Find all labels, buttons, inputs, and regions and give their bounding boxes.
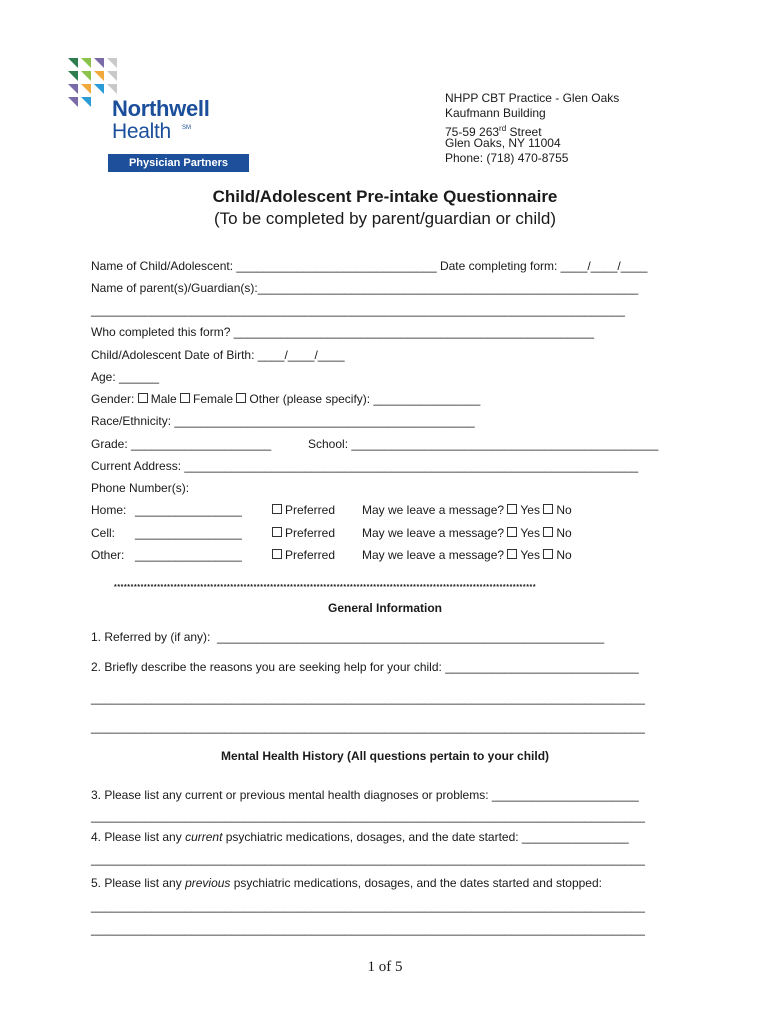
dob-field[interactable]: Child/Adolescent Date of Birth: ____/____/____	[91, 348, 345, 362]
logo-triangle	[81, 97, 91, 107]
yes-checkbox[interactable]	[507, 504, 517, 514]
child-name-field[interactable]: Name of Child/Adolescent: ______________________________ Date completing form: ____/____/____	[91, 259, 648, 273]
no-checkbox[interactable]	[543, 504, 553, 514]
guardian-name-continuation[interactable]: ________________________________________________________________________________	[91, 303, 625, 317]
current-medications-blank-line[interactable]: ___________________________________________________________________________________	[91, 852, 645, 866]
preferred-option[interactable]: Preferred	[272, 503, 335, 517]
age-field[interactable]: Age: ______	[91, 370, 160, 384]
previous-medications-blank-line[interactable]: ___________________________________________________________________________________	[91, 899, 645, 913]
logo-triangle	[94, 71, 104, 81]
yes-checkbox[interactable]	[507, 549, 517, 559]
diagnoses-field[interactable]: 3. Please list any current or previous mental health diagnoses or problems: ______________________	[91, 788, 639, 802]
logo-triangle	[107, 58, 117, 68]
address-field[interactable]: Current Address: ____________________________________________________________________	[91, 459, 639, 473]
guardian-name-field[interactable]: Name of parent(s)/Guardian(s):_________________________________________________________	[91, 281, 639, 295]
reasons-blank-line[interactable]: ___________________________________________________________________________________	[91, 691, 645, 705]
no-checkbox[interactable]	[543, 527, 553, 537]
diagnoses-blank-line[interactable]: ___________________________________________________________________________________	[91, 809, 645, 823]
logo-triangle	[107, 71, 117, 81]
logo-physician-partners: Physician Partners	[108, 154, 249, 172]
reasons-field[interactable]: 2. Briefly describe the reasons you are seeking help for your child: _____________________________	[91, 660, 639, 674]
logo-triangle	[68, 58, 78, 68]
phone-input[interactable]: ________________	[135, 548, 242, 562]
preferred-checkbox[interactable]	[272, 527, 282, 537]
form-title: Child/Adolescent Pre-intake Questionnaire	[212, 187, 558, 206]
reasons-blank-line[interactable]: ___________________________________________________________________________________	[91, 720, 645, 734]
gender-other-checkbox[interactable]	[236, 393, 246, 403]
logo-wordmark-northwell: Northwell	[112, 96, 210, 121]
logo-sm: SM	[182, 125, 191, 131]
previous-medications-blank-line[interactable]: ___________________________________________________________________________________	[91, 922, 645, 936]
no-checkbox[interactable]	[543, 549, 553, 559]
preferred-option[interactable]: Preferred	[272, 548, 335, 562]
street-address: 75-59 263rd Street	[445, 124, 542, 139]
logo-triangle	[68, 84, 78, 94]
phone-input[interactable]: ________________	[135, 503, 242, 517]
logo-triangle	[68, 97, 78, 107]
previous-medications-field: 5. Please list any previous psychiatric medications, dosages, and the dates started and stopped:	[91, 876, 602, 890]
logo-triangle	[94, 84, 104, 94]
logo-wordmark-health: Health	[112, 120, 171, 143]
referred-by-field[interactable]: 1. Referred by (if any): __________________________________________________________	[91, 630, 605, 644]
page-number: 1 of 5	[367, 959, 403, 975]
message-question: May we leave a message? Yes No	[362, 503, 572, 517]
current-medications-field[interactable]: 4. Please list any current psychiatric medications, dosages, and the date started: ________________	[91, 830, 629, 844]
city-state-zip: Glen Oaks, NY 11004	[445, 136, 561, 150]
practice-phone: Phone: (718) 470-8755	[445, 151, 569, 165]
phone-label: Cell:	[91, 526, 116, 540]
general-info-heading: General Information	[327, 601, 443, 615]
logo-triangle	[68, 71, 78, 81]
logo-triangle	[107, 84, 117, 94]
preferred-option[interactable]: Preferred	[272, 526, 335, 540]
logo-triangle	[94, 58, 104, 68]
yes-checkbox[interactable]	[507, 527, 517, 537]
practice-name: NHPP CBT Practice - Glen Oaks	[445, 91, 620, 105]
message-question: May we leave a message? Yes No	[362, 526, 572, 540]
gender-female-checkbox[interactable]	[180, 393, 190, 403]
preferred-checkbox[interactable]	[272, 549, 282, 559]
phone-input[interactable]: ________________	[135, 526, 242, 540]
race-field[interactable]: Race/Ethnicity: _____________________________________________	[91, 414, 475, 428]
completed-by-field[interactable]: Who completed this form? ______________________________________________________	[91, 325, 595, 339]
section-separator: *******************************************************************************************************************************	[114, 584, 537, 591]
logo-triangle	[81, 84, 91, 94]
phone-numbers-label: Phone Number(s):	[91, 481, 190, 495]
logo-triangle	[81, 71, 91, 81]
grade-field[interactable]: Grade: _____________________	[91, 437, 272, 451]
phone-label: Home:	[91, 503, 127, 517]
gender-field: Gender: Male Female Other (please specify): ________________	[91, 392, 481, 406]
mental-health-heading: Mental Health History (All questions pertain to your child)	[220, 749, 550, 763]
logo-triangle	[81, 58, 91, 68]
school-field[interactable]: School: ______________________________________________	[308, 437, 659, 451]
form-subtitle: (To be completed by parent/guardian or child)	[213, 209, 557, 228]
phone-label: Other:	[91, 548, 125, 562]
gender-male-checkbox[interactable]	[138, 393, 148, 403]
building-name: Kaufmann Building	[445, 106, 546, 120]
message-question: May we leave a message? Yes No	[362, 548, 572, 562]
preferred-checkbox[interactable]	[272, 504, 282, 514]
